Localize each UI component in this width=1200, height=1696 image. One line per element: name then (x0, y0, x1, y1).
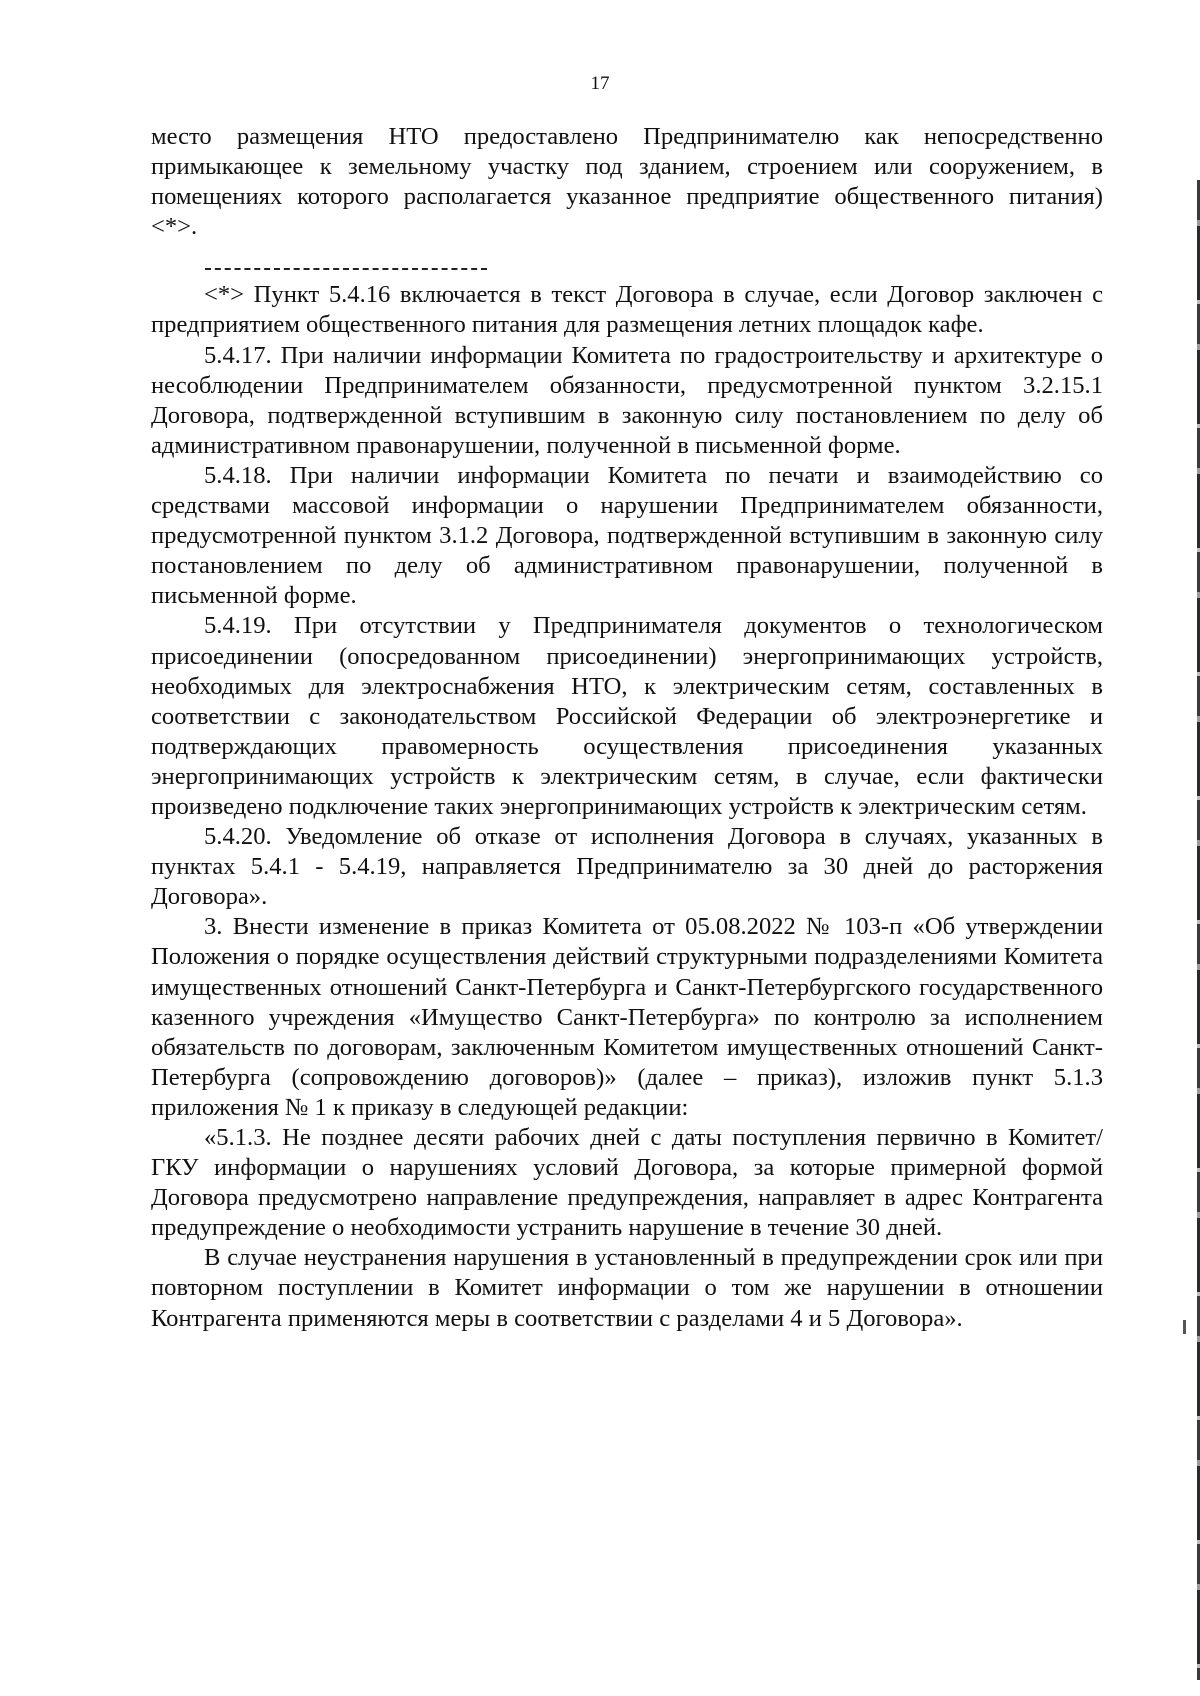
footnote-separator (205, 268, 487, 270)
paragraph-5-1-3: «5.1.3. Не позднее десяти рабочих дней с даты поступления первично в Комитет/ГКУ информации о нарушениях условий Договора, за которые примерной формой Договора предусмотрено направление предупреждения, направляет в адрес Контрагента предупреждение о необходимости устранить нарушение в течение 30 дней. (151, 1124, 1103, 1242)
paragraph-footnote: <*> Пункт 5.4.16 включается в текст Договора в случае, если Договор заключен с предприятием общественного питания для размещения летних площадок кафе. (151, 281, 1103, 339)
paragraph-item-3: 3. Внести изменение в приказ Комитета от 05.08.2022 № 103-п «Об утверждении Положения о порядке осуществления действий структурными подразделениями Комитета имущественных отношений Санкт-Петербурга и Санкт-Петербургского государственного казенного учреждения «Имущество Санкт-Петербурга» по контролю за исполнением обязательств по договорам, заключенным Комитетом имущественных отношений Санкт-Петербурга (сопровождению договоров)» (далее – приказ), изложив пункт 5.1.3 приложения № 1 к приказу в следующей редакции: (151, 913, 1103, 1121)
scan-artifact-mark (1183, 1320, 1186, 1334)
document-body (151, 122, 1103, 1334)
paragraph-5-4-19: 5.4.19. При отсутствии у Предпринимателя документов о технологическом присоединении (опосредованном присоединении) энергопринимающих устройств, необходимых для электроснабжения НТО, к электрическим сетям, составленных в соответствии с законодательством Российской Федерации об электроэнергетике и подтверждающих правомерность осуществления присоединения указанных энергопринимающих устройств к электрическим сетям, в случае, если фактически произведено подключение таких энергопринимающих устройств к электрическим сетям. (151, 612, 1103, 820)
paragraph-5-4-17: 5.4.17. При наличии информации Комитета по градостроительству и архитектуре о несоблюдении Предпринимателем обязанности, предусмотренной пунктом 3.2.15.1 Договора, подтвержденной вступившим в законную силу постановлением по делу об административном правонарушении, полученной в письменной форме. (151, 341, 1103, 459)
paragraph-closing: В случае неустранения нарушения в установленный в предупреждении срок или при повторном поступлении в Комитет информации о том же нарушении в отношении Контрагента применяются меры в соответствии с разделами 4 и 5 Договора». (151, 1244, 1103, 1332)
paragraph-5-4-18: 5.4.18. При наличии информации Комитета по печати и взаимодействию со средствами массовой информации о нарушении Предпринимателем обязанности, предусмотренной пунктом 3.1.2 Договора, подтвержденной вступившим в законную силу постановлением по делу об административном правонарушении, полученной в письменной форме. (151, 461, 1103, 610)
paragraph-continuation: место размещения НТО предоставлено Предпринимателю как непосредственно примыкающее к земельному участку под зданием, строением или сооружением, в помещениях которого располагается указанное предприятие общественного питания) <*>. (151, 123, 1103, 241)
page-number: 17 (590, 73, 610, 94)
paragraph-5-4-20: 5.4.20. Уведомление об отказе от исполнения Договора в случаях, указанных в пунктах 5.4.1 - 5.4.19, направляется Предпринимателю за 30 дней до расторжения Договора». (151, 823, 1103, 911)
